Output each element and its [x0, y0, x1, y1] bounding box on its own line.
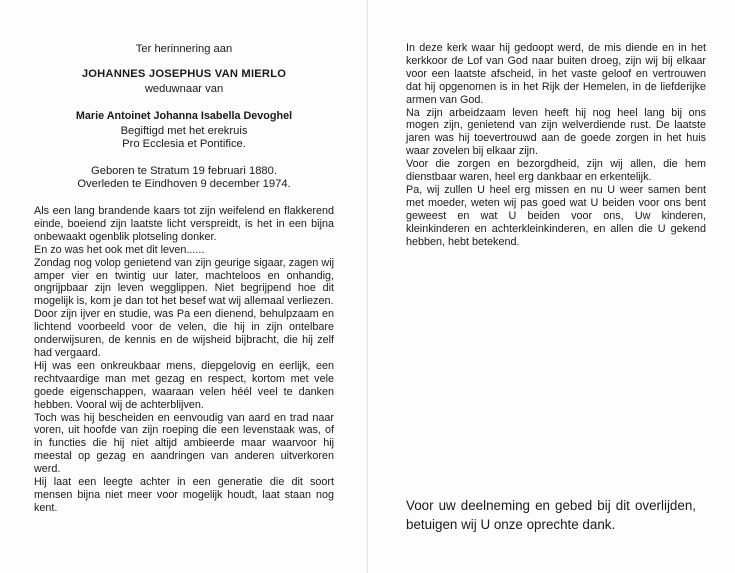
left-body-text	[34, 205, 334, 515]
deceased-name: JOHANNES JOSEPHUS VAN MIERLO	[81, 68, 287, 80]
paragraph: Na zijn arbeidzaam leven heeft hij nog heel lang bij ons mogen zijn, genietend van zijn welverdiende rust. De laatste jaren was hij toevertrouwd aan de goede zorgen in het huis waar zovelen bij elkaar zijn.	[406, 106, 706, 158]
paragraph: Pa, wij zullen U heel erg missen en nu U weer samen bent met moeder, weten wij pas goed wat U beiden voor ons bent geweest en wat U beiden voor ons, Uw kinderen, kleinkinderen en achterkleinkinderen, en allen die U gekend hebben, hebt betekend.	[406, 183, 706, 248]
spouse-name: Marie Antoinet Johanna Isabella Devoghel	[75, 110, 293, 122]
paragraph: Hij was een onkreukbaar mens, diepgelovig en eerlijk, een rechtvaardige man met gezag en respect, kortom met vele goede eigenschappen, waaraan velen héél veel te danken hebben. Vooral wij de achterblijven.	[34, 359, 334, 411]
paragraph: En zo was het ook met dit leven......	[34, 243, 205, 256]
paragraph: In deze kerk waar hij gedoopt werd, de mis diende en in het kerkkoor de Lof van God naar buiten droeg, zijn wij bij elkaar voor een laatste afscheid, in het vaste geloof en vertrouwen dat hij opgenomen is in het Rijk der Hemelen, in de liefderijke armen van God.	[406, 42, 706, 106]
left-page	[34, 42, 334, 515]
widower-line: weduwnaar van	[144, 83, 224, 95]
paragraph: Hij laat een leegte achter in een generatie die dit soort mensen bijna niet meer voor mogelijk houdt, laat staan nog kent.	[34, 476, 334, 514]
honor-line-2: Pro Ecclesia et Pontifice.	[122, 138, 246, 150]
paragraph: Toch was hij bescheiden en eenvoudig van aard en trad naar voren, uit hoofde van zijn roeping die een levenstaak was, of in functies die hij niet altijd ambieerde maar waarvoor hij meestal op gezag en aandringen van anderen uitverkoren werd.	[34, 411, 334, 476]
intro-line: Ter herinnering aan	[135, 43, 233, 55]
paragraph: Voor die zorgen en bezorgdheid, zijn wij allen, die hem dienstbaar waren, heel erg dankbaar en erkentelijk.	[406, 158, 706, 184]
right-page	[406, 42, 706, 249]
paragraph: Zondag nog volop genietend van zijn geurige sigaar, zagen wij amper vier en twintig uur later, machteloos en onhandig, ongrijpbaar zijn leven wegglippen. Niet begrijpend hoe dit mogelijk is, kom je dan tot het besef wat wij allemaal verliezen.	[34, 256, 334, 308]
death-line: Overleden te Eindhoven 9 december 1974.	[77, 178, 291, 190]
thanks-note: Voor uw deelneming en gebed bij dit overlijden, betuigen wij U onze oprechte dank.	[406, 498, 696, 532]
paragraph: Als een lang brandende kaars tot zijn weifelend en flakkerend einde, boeiend zijn laatste licht verspreidt, is het in een bijna onbewaakt ogenblik plotseling donker.	[34, 205, 334, 243]
card-fold-line	[367, 0, 368, 573]
header-block	[34, 42, 334, 191]
birth-line: Geboren te Stratum 19 februari 1880.	[91, 165, 277, 177]
honor-line-1: Begiftigd met het erekruis	[120, 125, 248, 137]
paragraph: Door zijn ijver en studie, was Pa een dienend, behulpzaam en lichtend voorbeeld voor de velen, die hij in zijn ontelbare onderwijsuren, de kennis en de wijsheid bijbracht, die hij zelf had vergaard.	[34, 308, 334, 359]
